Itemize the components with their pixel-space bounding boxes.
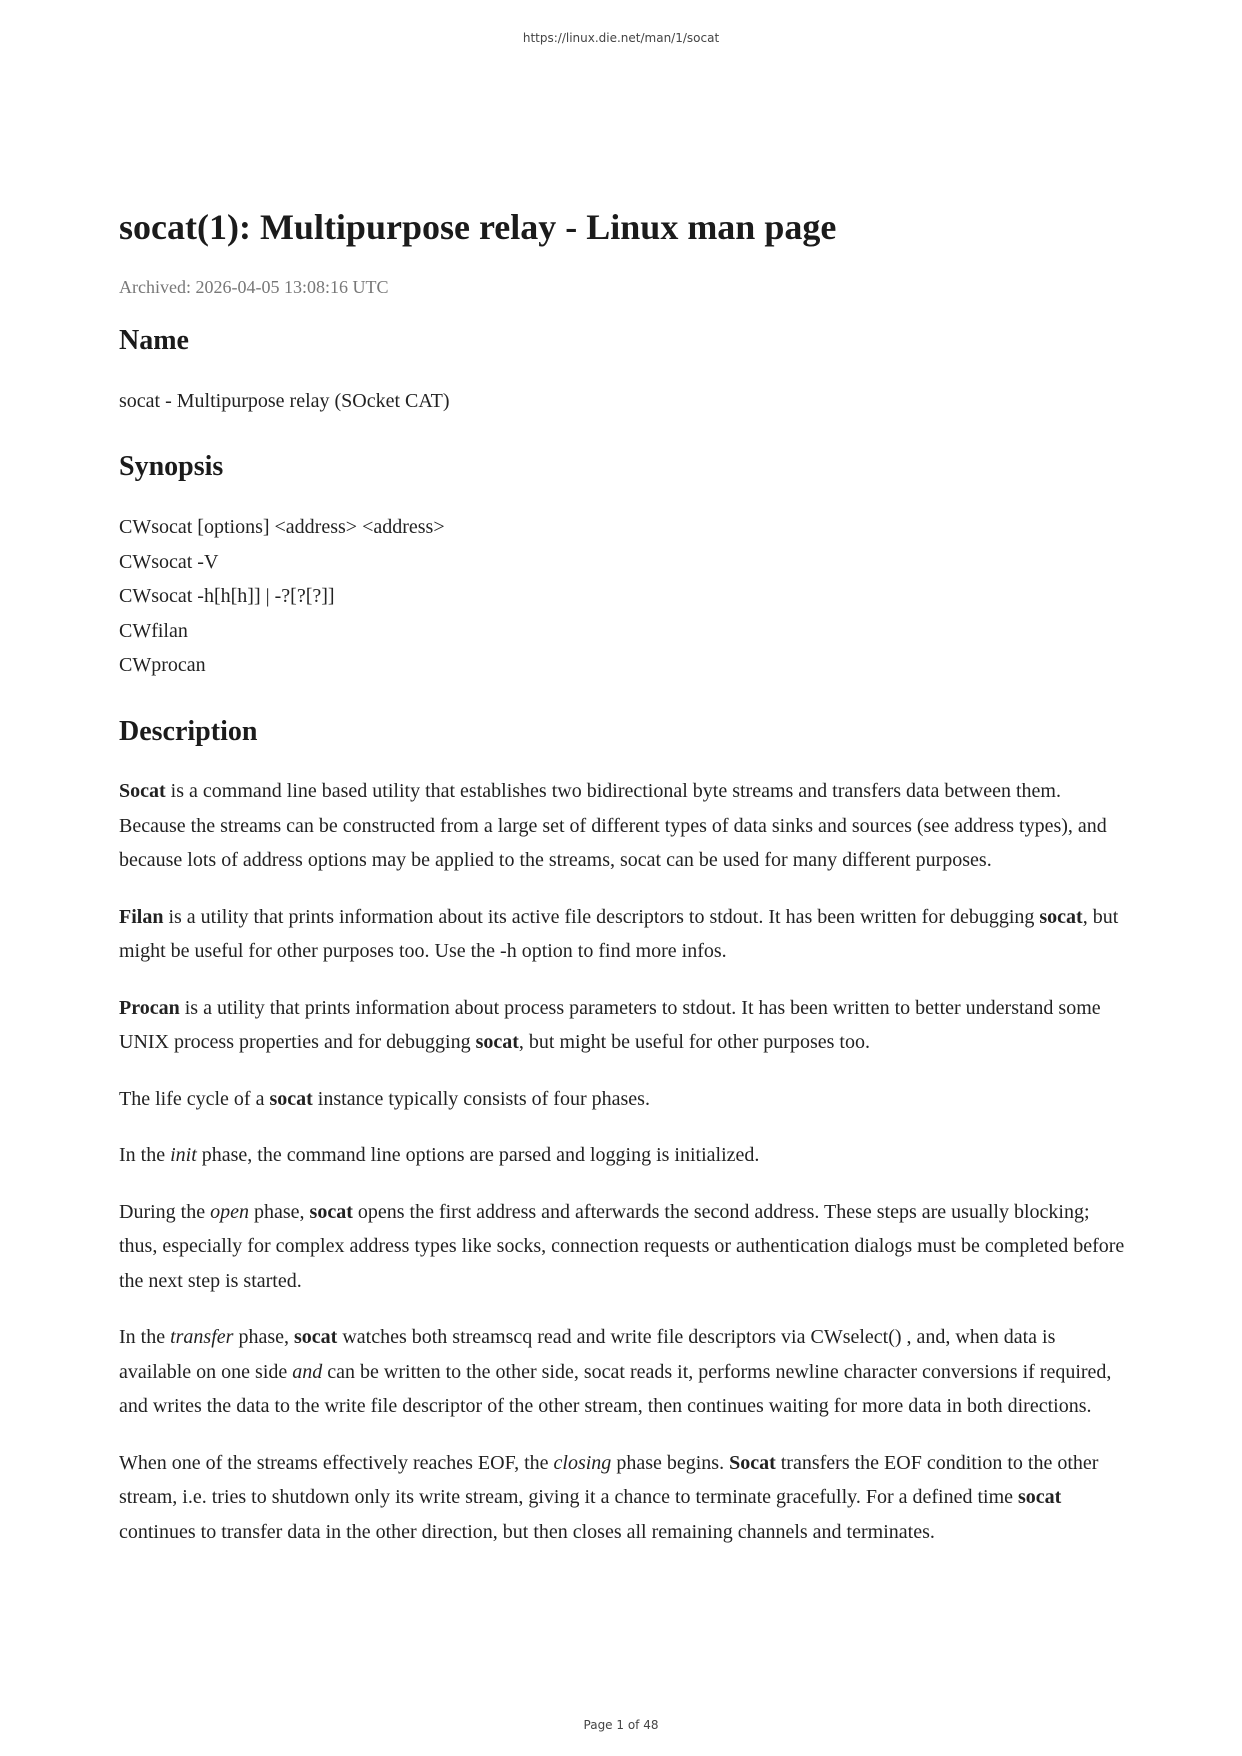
text-run: , but might be useful for other purposes too. Use the -h option to find more infos. <box>119 905 1119 963</box>
page-title: socat(1): Multipurpose relay - Linux man page <box>119 207 837 247</box>
synopsis-line: CWsocat -V <box>119 550 219 573</box>
text-run: is a utility that prints information about its active file descriptors to stdout. It has been written for debugging <box>163 905 1040 928</box>
text-run: The life cycle of a <box>119 1087 270 1110</box>
text-run: instance typically consists of four phases. <box>312 1087 650 1110</box>
bold-term: socat <box>1018 1486 1062 1509</box>
italic-term: transfer <box>170 1326 234 1349</box>
bold-term: Socat <box>729 1451 776 1474</box>
description-body <box>119 774 1129 1549</box>
synopsis-line: CWsocat -h[h[h]] | -?[?[?]] <box>119 585 335 608</box>
synopsis-block <box>119 510 1129 683</box>
bold-term: socat <box>1039 905 1083 928</box>
text-run: , but might be useful for other purposes too. <box>518 1031 870 1054</box>
italic-term: init <box>170 1144 197 1167</box>
description-paragraph <box>119 1320 1129 1424</box>
description-paragraph <box>119 900 1129 969</box>
description-paragraph <box>119 991 1129 1060</box>
text-run: is a command line based utility that establishes two bidirectional byte streams and transfers data between them. Because the streams can be constructed from a large set of different types of data sinks and sources (see address types), and because lots of address options may be applied to the streams, socat can be used for many different purposes. <box>119 780 1107 872</box>
text-run: continues to transfer data in the other direction, but then closes all remaining channels and terminates. <box>119 1520 935 1543</box>
section-heading-name: Name <box>119 325 189 357</box>
italic-term: and <box>292 1360 323 1383</box>
synopsis-line: CWsocat [options] <address> <address> <box>119 516 445 539</box>
bold-term: socat <box>309 1200 353 1223</box>
text-run: When one of the streams effectively reaches EOF, the <box>119 1451 554 1474</box>
page-url: https://linux.die.net/man/1/socat <box>522 31 720 45</box>
italic-term: closing <box>553 1451 612 1474</box>
description-paragraph <box>119 1138 1129 1173</box>
bold-term: socat <box>269 1087 313 1110</box>
bold-term: socat <box>475 1031 519 1054</box>
bold-term: socat <box>293 1326 338 1349</box>
text-run: During the <box>119 1200 211 1223</box>
text-run: phase, <box>248 1200 310 1223</box>
synopsis-line: CWprocan <box>119 654 206 677</box>
text-run: In the <box>119 1326 171 1349</box>
synopsis-line: CWfilan <box>119 619 188 642</box>
text-run: can be written to the other side, socat reads it, performs newline character conversions if required, and writes the data to the write file descriptor of the other stream, then continues waiting for more data in both directions. <box>119 1360 1112 1418</box>
text-run: phase begins. <box>611 1451 730 1474</box>
description-paragraph <box>119 1195 1129 1299</box>
description-paragraph <box>119 1446 1129 1550</box>
text-run: In the <box>119 1144 171 1167</box>
archived-timestamp: Archived: 2026-04-05 13:08:16 UTC <box>119 277 389 298</box>
section-heading-description: Description <box>119 715 258 747</box>
section-heading-synopsis: Synopsis <box>119 451 224 483</box>
bold-term: Procan <box>119 996 180 1019</box>
name-text: socat - Multipurpose relay (SOcket CAT) <box>119 389 450 412</box>
text-run: is a utility that prints information about process parameters to stdout. It has been written to better understand some UNIX process properties and for debugging <box>119 996 1101 1054</box>
italic-term: open <box>210 1200 249 1223</box>
text-run: transfers the EOF condition to the other stream, i.e. tries to shutdown only its write stream, giving it a chance to terminate gracefully. For a defined time <box>119 1451 1099 1509</box>
bold-term: Filan <box>119 905 164 928</box>
text-run: phase, the command line options are parsed and logging is initialized. <box>196 1144 760 1167</box>
man-page-content <box>119 206 1129 1549</box>
text-run: watches both streamscq read and write file descriptors via CWselect() , and, when data is available on one side <box>119 1326 1056 1383</box>
text-run: opens the first address and afterwards the second address. These steps are usually blocking; thus, especially for complex address types like socks, connection requests or authentication dialogs must be completed before the next step is started. <box>119 1200 1125 1292</box>
description-paragraph <box>119 1082 1129 1117</box>
text-run: phase, <box>233 1326 294 1349</box>
description-paragraph <box>119 774 1129 878</box>
page-number: Page 1 of 48 <box>583 1718 659 1732</box>
bold-term: Socat <box>119 780 166 803</box>
